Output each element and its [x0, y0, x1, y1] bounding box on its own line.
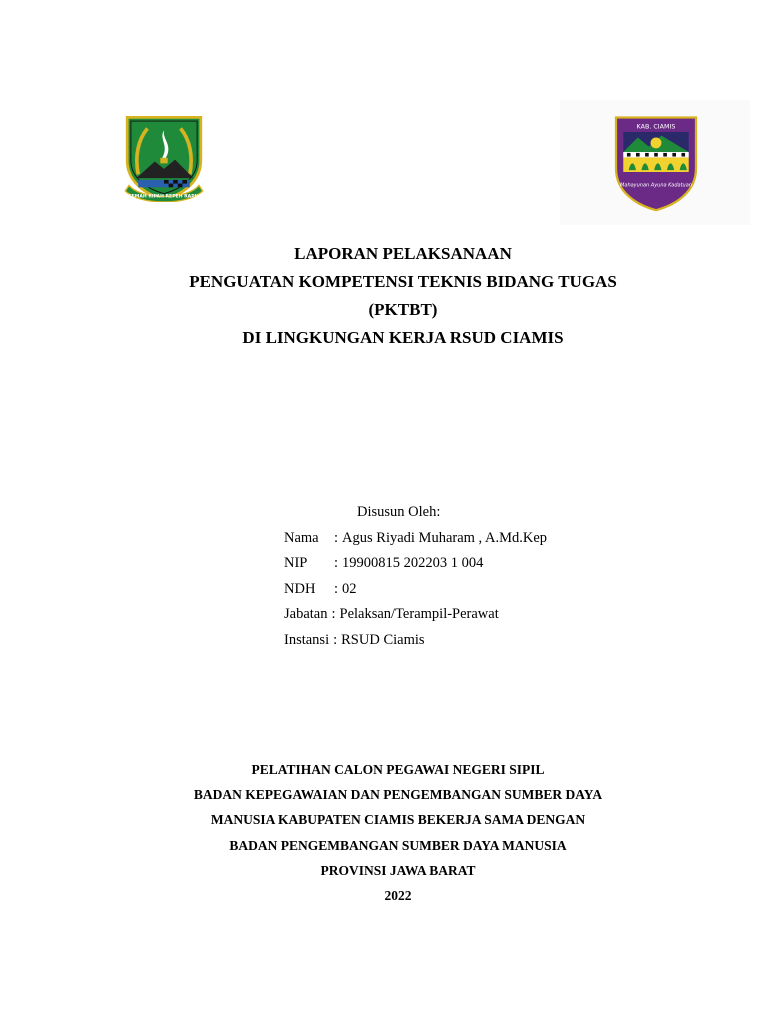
jawa-barat-emblem-icon: [118, 110, 210, 202]
author-details: [284, 500, 547, 653]
institution-line: MANUSIA KABUPATEN CIAMIS BEKERJA SAMA DENGAN: [210, 812, 586, 828]
title-line: DI LINGKUNGAN KERJA RSUD CIAMIS: [242, 328, 564, 347]
author-row-nip: [284, 551, 547, 577]
emblem-motto: GEMAH RIPAH REPEH RAPIH: [127, 194, 201, 200]
author-row-jabatan: [284, 602, 547, 628]
field-value: 02: [342, 580, 357, 597]
field-separator: :: [334, 529, 339, 546]
institution-line: BADAN KEPEGAWAIAN DAN PENGEMBANGAN SUMBER DAYA: [193, 787, 603, 803]
title-line: PENGUATAN KOMPETENSI TEKNIS BIDANG TUGAS: [189, 272, 617, 291]
field-value: 19900815 202203 1 004: [342, 555, 484, 571]
author-heading: Disusun Oleh:: [357, 504, 441, 520]
author-row-instansi: [284, 628, 547, 654]
institution-line: PROVINSI JAWA BARAT: [320, 862, 476, 878]
field-label: Jabatan: [284, 606, 328, 622]
field-separator: :: [333, 631, 338, 648]
emblem-motto: Mahayunan Ayuna Kadatuan: [620, 182, 692, 189]
field-value: Agus Riyadi Muharam , A.Md.Kep: [342, 529, 548, 546]
report-title: [0, 240, 768, 352]
field-label: NIP: [284, 555, 308, 571]
emblem-header: KAB. CIAMIS: [636, 123, 676, 131]
author-row-nama: [284, 526, 547, 552]
field-label: Nama: [284, 529, 319, 546]
title-line: (PKTBT): [368, 300, 438, 319]
field-value: RSUD Ciamis: [341, 631, 425, 648]
field-separator: :: [334, 580, 339, 597]
field-separator: :: [334, 555, 339, 571]
field-value: Pelaksan/Terampil-Perawat: [339, 606, 499, 622]
institution-line: PELATIHAN CALON PEGAWAI NEGERI SIPIL: [251, 762, 545, 777]
field-label: NDH: [284, 580, 316, 597]
institution-line: BADAN PENGEMBANGAN SUMBER DAYA MANUSIA: [229, 837, 567, 853]
title-line: LAPORAN PELAKSANAAN: [294, 244, 512, 263]
institution-block: [0, 757, 768, 908]
author-row-ndh: [284, 577, 547, 603]
field-label: Instansi: [284, 631, 330, 648]
field-separator: :: [331, 606, 336, 622]
report-year: 2022: [384, 888, 412, 904]
kabupaten-ciamis-emblem-icon: [610, 112, 702, 212]
